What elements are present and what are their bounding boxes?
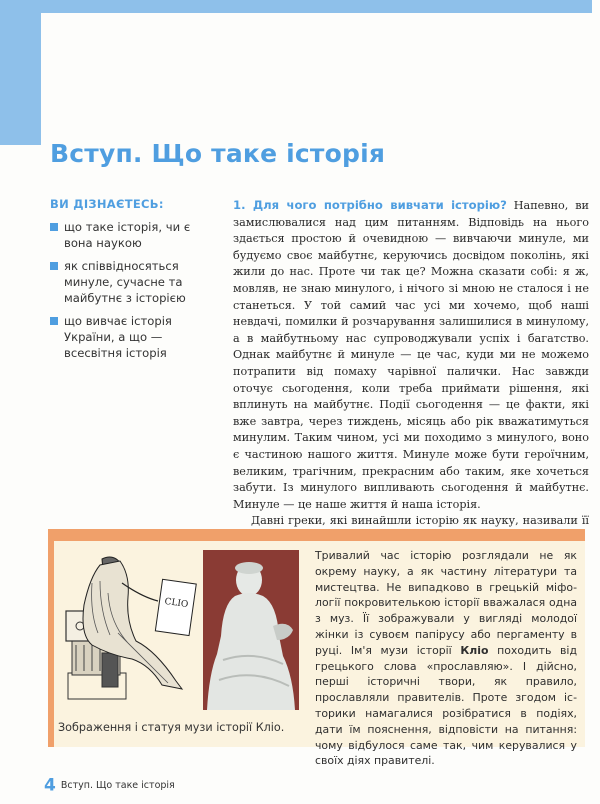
box-text-bold-name: Кліо <box>460 643 489 657</box>
page-number: 4 <box>44 775 56 796</box>
page-title: Вступ. Що таке історія <box>50 138 386 168</box>
figure-caption: Зображення і статуя музи історії Кліо. <box>58 721 285 734</box>
objective-item <box>50 219 220 251</box>
objective-text: що таке історія, чи є вона наукою <box>64 220 191 250</box>
box-text-part-2: походить від грецького слова «прославляю». І дійсно, перші історичні твори, як правило, прославляли правителів. Проте згодом історики намагалися розібратися в подіях, дати їм пояснення, відповісти на питання: чому відбулося саме так, чим керувалися у своїх діях правителі. <box>315 643 577 768</box>
paragraph-2: Давні греки, які винайшли історію як науку, називали її <box>251 514 589 528</box>
clio-drawing-illustration <box>62 553 202 705</box>
box-border-top <box>48 529 585 541</box>
header-band-left <box>0 0 41 145</box>
section-question: 1. Для чого потрібно вивчати історію? <box>233 198 507 212</box>
objectives-list <box>50 219 220 361</box>
paragraph-1 <box>233 197 589 513</box>
square-bullet-icon <box>50 317 58 325</box>
box-border-left <box>48 529 54 747</box>
objective-text: що вивчає історія України, а що — всесвітня історія <box>64 314 172 360</box>
clio-statue-photo <box>203 550 299 710</box>
square-bullet-icon <box>50 262 58 270</box>
objective-item <box>50 313 220 361</box>
scroll-lettering: CLIO <box>163 596 189 611</box>
info-box-clio <box>48 529 585 768</box>
objectives-heading: ВИ ДІЗНАЄТЕСЬ: <box>50 197 164 211</box>
header-band-top <box>0 0 592 13</box>
learning-objectives <box>50 197 220 368</box>
objective-text: як співвідносяться минуле, сучасне та майбутнє з історією <box>64 259 186 305</box>
paragraph-1-body: Напевно, ви замислювалися над цим питанням. Відповідь на нього здається простою й очевидною — вивчаючи минуле, ми будуємо своє майбутнє, керуючись досвідом поколінь, які жили до нас. Проте чи так це? Можна сказати собі: я ж, мовляв, не знаю минулого, і нічого зі мною не сталося і не станеться. У той самий час усі ми хочемо, щоб наші невдачі, помилки й розчарування залишилися в минулому, а в майбутньому нас супроводжували успіх і багатство. Однак майбутнє й минуле — це час, куди ми не можемо потрапити від помаху чарівної палички. Нас завжди оточує сьогодення, коли треба приймати рішення, які вплинуть на майбутнє. Події сьогодення — це факти, які вже завтра, через тиждень, місяць або рік вважатимуться минулим. Таким чином, усі ми походимо з минулого, воно є частиною нашого життя. Минуле може бути героїчним, великим, трагічним, прекрасним або таким, яке хочеться забути. Із минулого випливають сьогодення й майбутнє. Минуле — це наше життя й наша історія. <box>233 199 590 511</box>
page-footer <box>44 775 175 796</box>
box-text <box>315 548 577 769</box>
main-text <box>233 197 589 546</box>
box-text-part-1: Тривалий час історію розглядали не як окрему науку, а як частину літератури та мистецтва. Не випадково в грецькій міфології покровителькою історії вважалася одна з муз. Її зображували у вигляді молодої жінки із сувоєм папірусу або пергаменту в руці. Ім'я музи історії <box>315 549 577 657</box>
objective-item <box>50 258 220 306</box>
square-bullet-icon <box>50 223 58 231</box>
running-title: Вступ. Що таке історія <box>60 780 175 791</box>
